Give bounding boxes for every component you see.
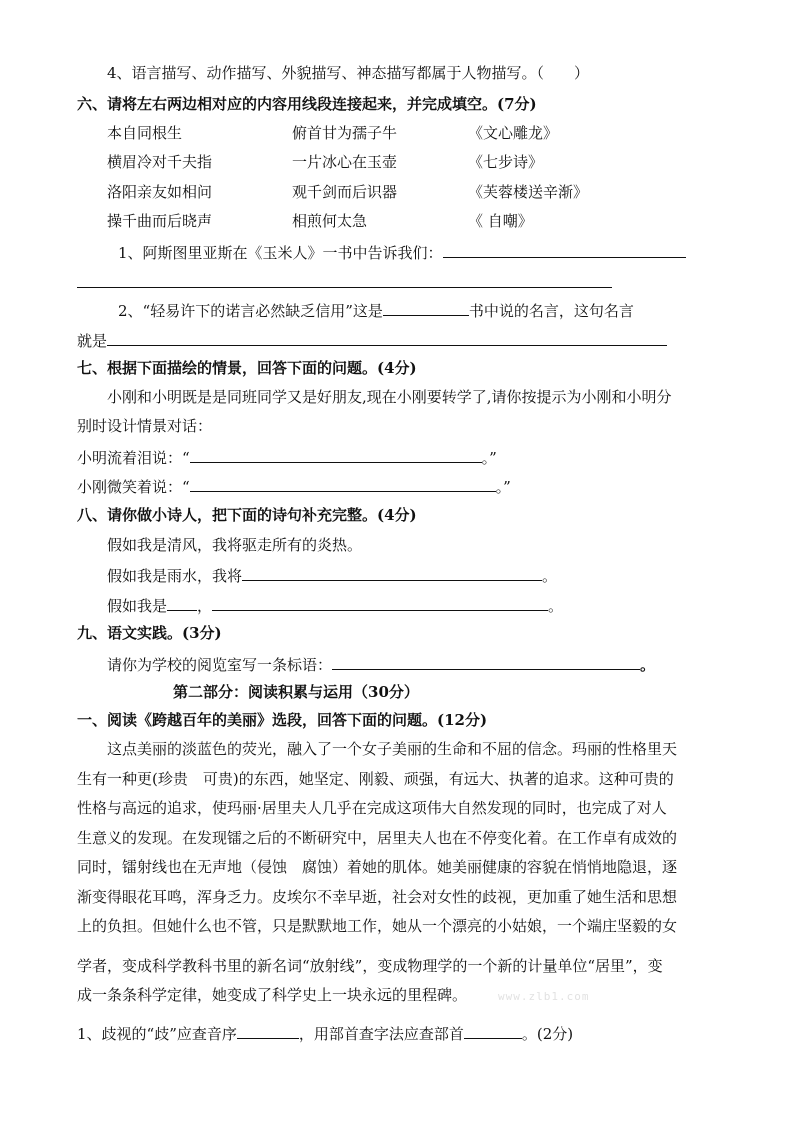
poem-line-3-text: 假如我是 bbox=[107, 597, 168, 615]
fill-question-2-text-c: 就是 bbox=[77, 332, 108, 350]
reading-paragraph-line: 同时，镭射线也在无声地（侵蚀 腐蚀）着她的肌体。她美丽健康的容貌在悄悄地隐退，逐 bbox=[77, 858, 678, 876]
reading-question-1 bbox=[77, 1022, 573, 1044]
reading-question-1-text-b: ，用部首查字法应查部首 bbox=[298, 1025, 464, 1043]
fill-question-2 bbox=[118, 299, 634, 321]
dialog-close-quote: 。” bbox=[495, 478, 511, 496]
answer-blank[interactable] bbox=[212, 594, 548, 611]
dialog-close-quote: 。” bbox=[481, 449, 497, 467]
reading-paragraph-line: 上的负担。但她什么也不管，只是默默地工作，她从一个漂亮的小姑娘，一个端庄坚毅的女 bbox=[77, 917, 678, 935]
match-left-item: 本自同根生 bbox=[107, 124, 183, 142]
reading-paragraph-line: 渐变得眼花耳鸣，浑身乏力。皮埃尔不幸早逝，社会对女性的歧视，更加重了她生活和思想 bbox=[77, 888, 678, 906]
match-middle-item: 观千剑而后识器 bbox=[292, 183, 398, 201]
section-6-heading: 六、请将左右两边相对应的内容用线段连接起来，并完成填空。(7分) bbox=[77, 95, 537, 113]
slogan-period: 。 bbox=[640, 656, 656, 674]
poem-line-1: 假如我是清风，我将驱走所有的炎热。 bbox=[107, 536, 363, 554]
answer-blank[interactable] bbox=[107, 329, 667, 346]
reading-question-1-text-a: 1、歧视的“歧”应查音序 bbox=[77, 1025, 237, 1043]
answer-blank[interactable] bbox=[242, 564, 542, 581]
match-right-item: 《七步诗》 bbox=[468, 153, 544, 171]
poem-comma: ， bbox=[197, 597, 213, 615]
reading-paragraph-line: 性格与高远的追求，使玛丽·居里夫人几乎在完成这项伟大自然发现的同时，也完成了对人 bbox=[77, 799, 667, 817]
fill-question-1-text: 1、阿斯图里亚斯在《玉米人》一书中告诉我们： bbox=[118, 244, 443, 262]
match-middle-item: 一片冰心在玉壶 bbox=[292, 153, 398, 171]
watermark: www.zlb1.com bbox=[498, 990, 590, 1003]
section-8-heading: 八、请你做小诗人，把下面的诗句补充完整。(4分) bbox=[77, 506, 417, 524]
section-7-heading: 七、根据下面描绘的情景，回答下面的问题。(4分) bbox=[77, 359, 417, 377]
slogan-line bbox=[107, 653, 655, 675]
section-7-paragraph: 别时设计情景对话： bbox=[77, 417, 213, 435]
dialog-xiaoming bbox=[77, 446, 497, 468]
match-left-item: 操千曲而后晓声 bbox=[107, 212, 213, 230]
part-2-title: 第二部分：阅读积累与运用（30分） bbox=[173, 683, 419, 701]
fill-question-2-continued bbox=[77, 329, 667, 351]
poem-line-2-text: 假如我是雨水，我将 bbox=[107, 567, 243, 585]
poem-line-2 bbox=[107, 564, 557, 586]
reading-paragraph-line: 这点美丽的淡蓝色的荧光，融入了一个女子美丽的生命和不屈的信念。玛丽的性格里天 bbox=[107, 740, 678, 758]
match-right-item: 《 自嘲》 bbox=[468, 212, 533, 230]
reading-paragraph-line: 生意义的发现。在发现镭之后的不断研究中，居里夫人也在不停变化着。在工作卓有成效的 bbox=[77, 829, 678, 847]
fill-question-1 bbox=[118, 241, 686, 263]
poem-period: 。 bbox=[542, 567, 558, 585]
reading-1-heading: 一、阅读《跨越百年的美丽》选段，回答下面的问题。(12分) bbox=[77, 711, 488, 729]
poem-period: 。 bbox=[548, 597, 564, 615]
fill-question-2-text-b: 书中说的名言，这句名言 bbox=[468, 302, 634, 320]
answer-blank[interactable] bbox=[190, 446, 482, 463]
dialog-xiaoming-label: 小明流着泪说：“ bbox=[77, 449, 190, 467]
dialog-xiaogang-label: 小刚微笑着说：“ bbox=[77, 478, 190, 496]
answer-blank[interactable] bbox=[190, 475, 496, 492]
answer-blank[interactable] bbox=[237, 1022, 299, 1039]
dialog-xiaogang bbox=[77, 475, 511, 497]
answer-blank[interactable] bbox=[167, 594, 197, 611]
match-right-item: 《芙蓉楼送辛渐》 bbox=[468, 183, 589, 201]
reading-paragraph-line: 成一条条科学定律，她变成了科学史上一块永远的里程碑。 bbox=[77, 986, 468, 1004]
answer-blank[interactable] bbox=[332, 653, 640, 670]
fill-question-2-text-a: 2、“轻易许下的诺言必然缺乏信用”这是 bbox=[118, 302, 383, 320]
reading-question-1-text-c: 。(2分) bbox=[521, 1025, 574, 1043]
section-9-heading: 九、语文实践。(3分) bbox=[77, 624, 222, 642]
match-middle-item: 俯首甘为孺子牛 bbox=[292, 124, 398, 142]
section-7-paragraph: 小刚和小明既是是同班同学又是好朋友,现在小刚要转学了,请你按提示为小刚和小明分 bbox=[107, 388, 672, 406]
slogan-prompt: 请你为学校的阅览室写一条标语： bbox=[107, 656, 333, 674]
reading-paragraph-line: 生有一种更(珍贵 可贵)的东西，她坚定、刚毅、顽强，有远大、执著的追求。这种可贵的 bbox=[77, 770, 674, 788]
reading-paragraph-line: 学者，变成科学教科书里的新名词“放射线”，变成物理学的一个新的计量单位“居里”，变 bbox=[77, 957, 663, 975]
match-left-item: 洛阳亲友如相问 bbox=[107, 183, 213, 201]
match-left-item: 横眉冷对千夫指 bbox=[107, 153, 213, 171]
answer-blank[interactable] bbox=[383, 299, 469, 316]
match-middle-item: 相煎何太急 bbox=[292, 212, 368, 230]
answer-line[interactable] bbox=[77, 287, 612, 288]
answer-blank[interactable] bbox=[464, 1022, 522, 1039]
answer-blank[interactable] bbox=[443, 241, 686, 258]
match-right-item: 《文心雕龙》 bbox=[468, 124, 559, 142]
poem-line-3 bbox=[107, 594, 563, 616]
question-4-item: 4、语言描写、动作描写、外貌描写、神态描写都属于人物描写。（ ） bbox=[107, 64, 590, 82]
